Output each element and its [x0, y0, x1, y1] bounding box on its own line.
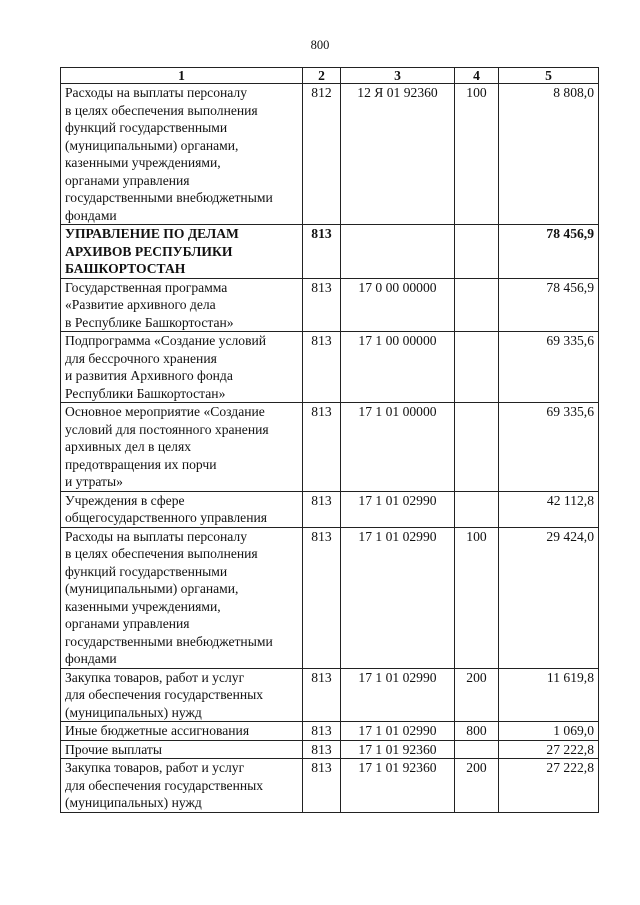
cell-ministry-code: 813: [303, 759, 341, 813]
cell-target-code: 17 1 01 02990: [341, 527, 455, 668]
cell-ministry-code: 813: [303, 225, 341, 279]
cell-target-code: 17 1 01 92360: [341, 740, 455, 759]
cell-target-code: 17 1 01 02990: [341, 722, 455, 741]
table-row: [61, 278, 599, 332]
column-header-1: 1: [61, 68, 303, 84]
cell-ministry-code: 812: [303, 84, 341, 225]
table-row: [61, 722, 599, 741]
cell-name: Государственная программа «Развитие архивного дела в Республике Башкортостан»: [61, 278, 303, 332]
table-row: [61, 332, 599, 403]
cell-name: Основное мероприятие «Создание условий для постоянного хранения архивных дел в целях предотвращения их порчи и утраты»: [61, 403, 303, 492]
cell-amount: 69 335,6: [499, 403, 599, 492]
cell-name: Подпрограмма «Создание условий для бессрочного хранения и развития Архивного фонда Республики Башкортостан»: [61, 332, 303, 403]
cell-name: Закупка товаров, работ и услуг для обеспечения государственных (муниципальных) нужд: [61, 759, 303, 813]
cell-amount: 27 222,8: [499, 759, 599, 813]
cell-expense-type: 100: [455, 84, 499, 225]
cell-name: Прочие выплаты: [61, 740, 303, 759]
cell-ministry-code: 813: [303, 527, 341, 668]
cell-expense-type: [455, 740, 499, 759]
column-header-5: 5: [499, 68, 599, 84]
cell-amount: 78 456,9: [499, 278, 599, 332]
table-row: [61, 759, 599, 813]
cell-amount: 78 456,9: [499, 225, 599, 279]
cell-amount: 1 069,0: [499, 722, 599, 741]
cell-target-code: [341, 225, 455, 279]
cell-ministry-code: 813: [303, 491, 341, 527]
cell-amount: 8 808,0: [499, 84, 599, 225]
table-row: [61, 491, 599, 527]
table-row: [61, 225, 599, 279]
cell-ministry-code: 813: [303, 722, 341, 741]
cell-name: Иные бюджетные ассигнования: [61, 722, 303, 741]
cell-ministry-code: 813: [303, 278, 341, 332]
cell-target-code: 17 1 01 92360: [341, 759, 455, 813]
cell-expense-type: [455, 225, 499, 279]
budget-table: [60, 67, 599, 813]
cell-expense-type: [455, 332, 499, 403]
cell-name: Закупка товаров, работ и услуг для обеспечения государственных (муниципальных) нужд: [61, 668, 303, 722]
cell-ministry-code: 813: [303, 668, 341, 722]
cell-expense-type: [455, 403, 499, 492]
cell-name: Расходы на выплаты персоналу в целях обеспечения выполнения функций государственными (муниципальными) органами, казенными учреждениями, органами управления государственными внебюджетными фондами: [61, 527, 303, 668]
cell-expense-type: 100: [455, 527, 499, 668]
cell-amount: 42 112,8: [499, 491, 599, 527]
cell-expense-type: 200: [455, 668, 499, 722]
column-header-4: 4: [455, 68, 499, 84]
table-row: [61, 668, 599, 722]
cell-target-code: 17 0 00 00000: [341, 278, 455, 332]
cell-amount: 69 335,6: [499, 332, 599, 403]
cell-name: УПРАВЛЕНИЕ ПО ДЕЛАМ АРХИВОВ РЕСПУБЛИКИ БАШКОРТОСТАН: [61, 225, 303, 279]
cell-target-code: 17 1 01 00000: [341, 403, 455, 492]
cell-expense-type: [455, 278, 499, 332]
cell-expense-type: [455, 491, 499, 527]
table-row: [61, 527, 599, 668]
column-header-3: 3: [341, 68, 455, 84]
cell-ministry-code: 813: [303, 740, 341, 759]
cell-target-code: 17 1 00 00000: [341, 332, 455, 403]
table-row: [61, 84, 599, 225]
cell-expense-type: 800: [455, 722, 499, 741]
table-row: [61, 403, 599, 492]
cell-amount: 27 222,8: [499, 740, 599, 759]
table-row: [61, 740, 599, 759]
cell-target-code: 12 Я 01 92360: [341, 84, 455, 225]
cell-name: Учреждения в сфере общегосударственного управления: [61, 491, 303, 527]
cell-target-code: 17 1 01 02990: [341, 668, 455, 722]
cell-ministry-code: 813: [303, 403, 341, 492]
table-body: [61, 84, 599, 813]
cell-amount: 29 424,0: [499, 527, 599, 668]
cell-ministry-code: 813: [303, 332, 341, 403]
cell-target-code: 17 1 01 02990: [341, 491, 455, 527]
cell-expense-type: 200: [455, 759, 499, 813]
cell-amount: 11 619,8: [499, 668, 599, 722]
column-header-2: 2: [303, 68, 341, 84]
page-number: 800: [310, 38, 330, 52]
cell-name: Расходы на выплаты персоналу в целях обеспечения выполнения функций государственными (муниципальными) органами, казенными учреждениями, органами управления государственными внебюджетными фондами: [61, 84, 303, 225]
table-header-row: [61, 68, 599, 84]
